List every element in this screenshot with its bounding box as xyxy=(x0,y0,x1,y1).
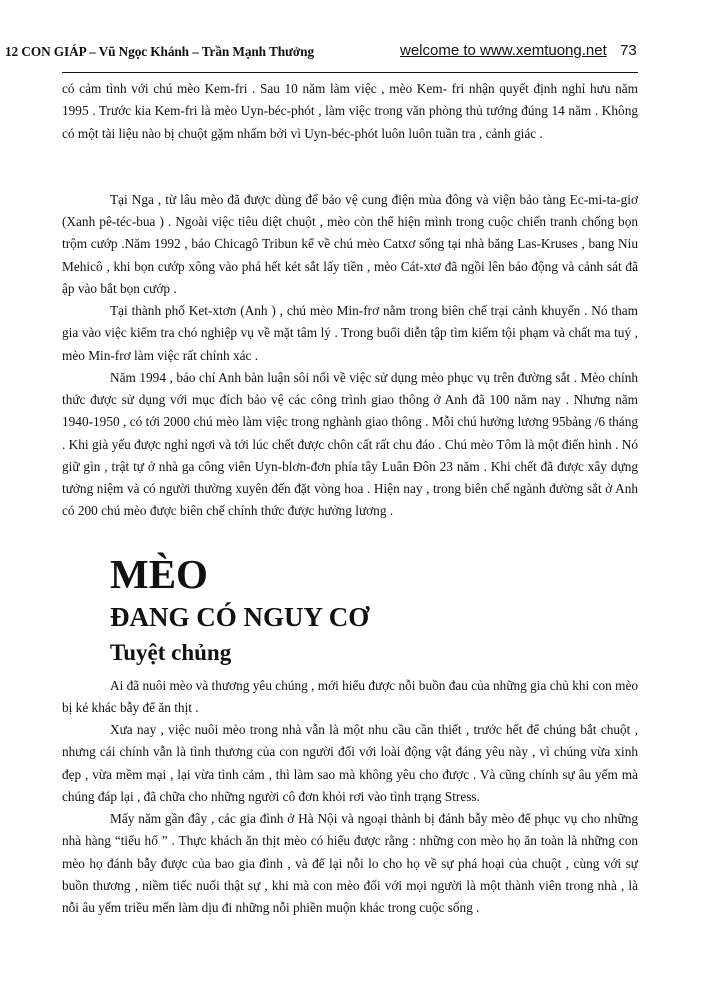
paragraph-tradition: Xưa nay , việc nuôi mèo trong nhà vẫn là một nhu cầu cần thiết , trước hết để chúng bắt chuột , nhưng cái chính vẫn là tình thương của con người đối với loài động vật đáng yêu này , vì chúng vừa xinh đẹp , vừa mềm mại , lại vừa tình cảm , thì làm sao mà không yêu cho được . Và cũng chính sự âu yếm mà chúng đáp lại , đã chữa cho những người cô đơn khỏi rơi vào tình trạng Stress. xyxy=(62,722,638,804)
paragraph-hanoi: Mấy năm gần đây , các gia đình ở Hà Nội và ngoại thành bị đánh bẫy mèo để phục vụ cho những nhà hàng “tiểu hổ ” . Thực khách ăn thịt mèo có hiểu được rằng : những con mèo họ ăn toàn là những con mèo họ đánh bẫy được của bao gia đình , và để lại nỗi lo cho họ về sự phá hoại của chuột , cùng với sự buồn thương , niềm tiếc nuối thật sự , khi mà con mèo đối với mọi người là một thành viên trong nhà , là nỗi âu yếm triều mến làm dịu đi những nỗi phiền muộn khác trong cuộc sống . xyxy=(62,811,638,915)
paragraph-kingston: Tại thành phố Ket-xtơn (Anh ) , chú mèo Min-frơ nằm trong biên chế trại cảnh khuyển . Nó tham gia vào việc kiểm tra chó nghiệp vụ về mặt tâm lý . Trong buổi diễn tập tìm kiếm tội phạm và chất ma tuý , mèo Min-frơ làm việc rất chính xác . xyxy=(62,303,638,363)
website-link[interactable]: welcome to www.xemtuong.net xyxy=(400,42,607,59)
section-title: MÈO xyxy=(110,550,208,597)
paragraph-owners: Ai đã nuôi mèo và thương yêu chúng , mới hiểu được nỗi buồn đau của những gia chủ khi con mèo bị kẻ khác bẫy để ăn thịt . xyxy=(62,677,638,715)
section-gap xyxy=(62,145,638,189)
page-header xyxy=(0,42,702,64)
intro-paragraph: có cảm tình với chú mèo Kem-fri . Sau 10 năm làm việc , mèo Kem- fri nhận quyết định nghỉ hưu năm 1995 . Trước kia Kem-fri là mèo Uyn-béc-phót , làm việc trong văn phòng thủ tướng đúng 14 năm . Không có một tài liệu nào bị chuột gặm nhấm bởi vì Uyn-béc-phót luôn luôn tuần tra , cảnh giác . xyxy=(62,81,638,141)
book-title: 12 CON GIÁP – Vũ Ngọc Khánh – Trần Mạnh Thưởng xyxy=(5,44,315,59)
paragraph-railway: Năm 1994 , báo chí Anh bàn luận sôi nổi về việc sử dụng mèo phục vụ trên đường sắt . Mèo chính thức được sử dụng với mục đích bảo vệ các công trình giao thông ở Anh đã 100 năm nay . Nhưng năm 1940-1950 , có tới 2000 chú mèo làm việc trong nghành giao thông . Mỗi chú hưởng lương 95bảng /6 tháng . Khi già yếu được nghỉ ngơi và tới lúc chết được chôn cất rất chu đáo . Chú mèo Tôm là một điển hình . Nó giữ gìn , trật tự ở nhà ga công viên Uyn-blơn-đơn phía tây Luân Đôn 23 năm . Khi chết đã được xây dựng tưởng niệm và có người thường xuyên đến đặt vòng hoa . Hiện nay , trong biên chế ngành đường sắt ở Anh có 200 chú mèo được biên chế chính thức được hưởng lương . xyxy=(62,369,638,519)
page-number: 73 xyxy=(620,42,637,59)
paragraph-russia: Tại Nga , từ lâu mèo đã được dùng để bảo vệ cung điện mùa đông và viện bảo tàng Ec-mi-ta-giơ (Xanh pê-téc-bua ) . Ngoài việc tiêu diệt chuột , mèo còn thể hiện mình trong cuộc chiến tranh chống bọn trộm cướp .Năm 1992 , báo Chicagô Tribun kể về chú mèo Catxơ sống tại nhà băng Las-Kruses , bang Niu Mehicô , khi bọn cướp xông vào phá hết két sắt lấy tiền , mèo Cát-xtơ đã ngồi lên báo động và cảnh sát đã ập vào bắt bọn cướp . xyxy=(62,191,638,296)
page-body xyxy=(62,78,638,919)
header-rule xyxy=(62,72,638,73)
section-subtitle-2: Tuyệt chủng xyxy=(110,639,232,665)
section-headings xyxy=(110,551,638,669)
section-subtitle: ĐANG CÓ NGUY CƠ xyxy=(110,601,370,632)
